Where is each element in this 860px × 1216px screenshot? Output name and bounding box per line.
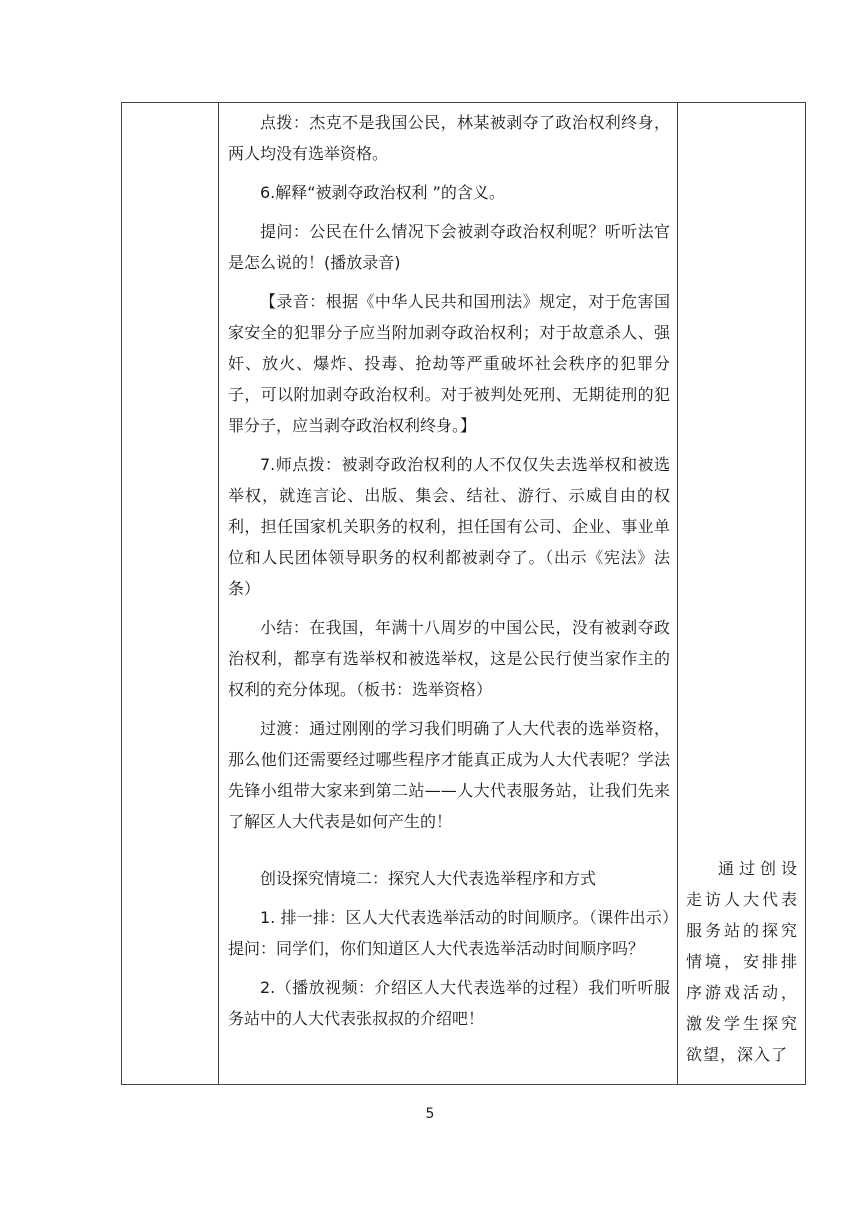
page-number: 5 [425, 1106, 435, 1122]
teaching-process-column [228, 107, 670, 1042]
paragraph-summary: 小结：在我国，年满十八周岁的中国公民，没有被剥夺政治权利，都享有选举权和被选举权，这是公民行使当家作主的权利的充分体现。（板书：选举资格） [228, 618, 670, 699]
column-divider [677, 103, 678, 1084]
paragraph-activity-2: 2.（播放视频：介绍区人大代表选举的过程）我们听听服务站中的人大代表张叔叔的介绍吧！ [228, 978, 670, 1028]
lesson-table [121, 102, 806, 1085]
design-intent-column [686, 853, 798, 1070]
paragraph-question: 提问：公民在什么情况下会被剥夺政治权利呢？听听法官是怎么说的！(播放录音) [228, 222, 670, 272]
paragraph-recording: 【录音：根据《中华人民共和国刑法》规定，对于危害国家安全的犯罪分子应当附加剥夺政治权利；对于故意杀人、强奸、放火、爆炸、投毒、抢劫等严重破坏社会秩序的犯罪分子，可以附加剥夺政治权利。对于被判处死刑、无期徒刑的犯罪分子，应当剥夺政治权利终身。】 [228, 292, 670, 435]
section-heading: 创设探究情境二：探究人大代表选举程序和方式 [260, 869, 597, 888]
column-divider [218, 103, 219, 1084]
paragraph-item-7: 7.师点拨：被剥夺政治权利的人不仅仅失去选举权和被选举权，就连言论、出版、集会、结社、游行、示威自由的权利，担任国家机关职务的权利，担任国有公司、企业、事业单位和人民团体领导职务的权利都被剥夺了。（出示《宪法》法条） [228, 455, 670, 598]
paragraph-hint: 点拨：杰克不是我国公民，林某被剥夺了政治权利终身，两人均没有选举资格。 [228, 113, 670, 163]
paragraph-activity-1: 1. 排一排：区人大代表选举活动的时间顺序。（课件出示）提问：同学们，你们知道区人大代表选举活动时间顺序吗？ [228, 908, 670, 958]
paragraph-transition: 过渡：通过刚刚的学习我们明确了人大代表的选举资格，那么他们还需要经过哪些程序才能真正成为人大代表呢？学法先锋小组带大家来到第二站——人大代表服务站，让我们先来了解区人大代表是如何产生的！ [228, 719, 670, 831]
design-intent-text: 通过创设走访人大代表服务站的探究情境，安排排序游戏活动，激发学生探究欲望，深入了 [686, 859, 798, 1064]
paragraph-item-6: 6.解释“被剥夺政治权利 ”的含义。 [260, 183, 505, 202]
